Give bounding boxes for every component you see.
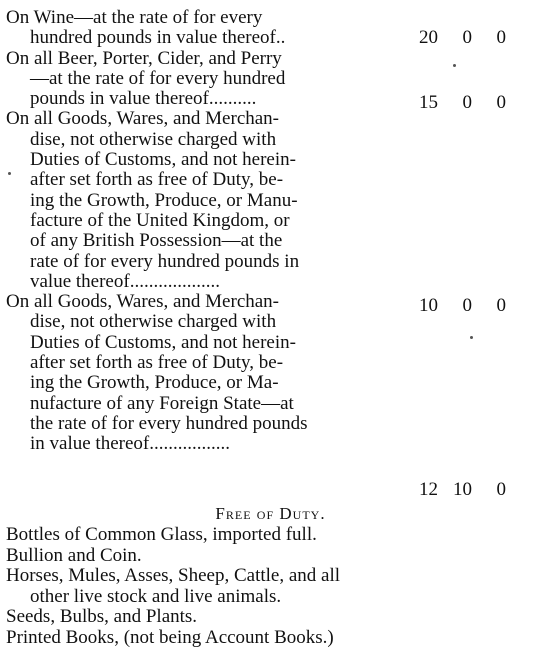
entry-line: On all Goods, Wares, and Merchan- (6, 291, 280, 313)
amount-pounds: 20 (419, 27, 438, 48)
free-item-line: Bottles of Common Glass, imported full. (6, 524, 317, 545)
duty-entry-wine (6, 8, 401, 49)
duty-entry-british-goods (6, 109, 401, 292)
duty-amount-beer (406, 93, 506, 113)
free-of-duty-list (6, 525, 516, 649)
entry-line: dise, not otherwise charged with (30, 128, 277, 150)
entry-line: the rate of for every hundred pounds (30, 412, 308, 434)
entry-line: pounds in value thereof.......... (30, 88, 257, 110)
entry-line: —at the rate of for every hundred (30, 67, 286, 89)
entry-line: ing the Growth, Produce, or Ma- (30, 372, 279, 394)
amount-shillings: 10 (453, 479, 472, 500)
entry-line: of any British Possession—at the (30, 230, 283, 252)
free-of-duty-heading: Free of Duty. (215, 504, 326, 523)
amount-pence: 0 (496, 295, 506, 316)
entry-line: dise, not otherwise charged with (30, 311, 277, 333)
free-item-line: other live stock and live animals. (30, 585, 282, 607)
free-item-bottles (6, 525, 516, 546)
duty-entry-foreign-goods (6, 292, 401, 454)
amount-shillings: 0 (462, 92, 472, 113)
free-item-bullion (6, 546, 516, 567)
free-item-line: Bullion and Coin. (6, 544, 142, 566)
entry-line: hundred pounds in value thereof.. (30, 27, 286, 49)
amount-pounds: 15 (419, 92, 438, 113)
duty-amount-foreign-goods (406, 480, 506, 500)
entry-line: after set forth as free of Duty, be- (30, 352, 284, 374)
entry-line: facture of the United Kingdom, or (30, 209, 290, 231)
entry-line: in value thereof................. (30, 433, 230, 455)
amount-pounds: 10 (419, 295, 438, 316)
entry-line: On all Beer, Porter, Cider, and Perry (6, 47, 282, 69)
free-item-seeds (6, 607, 516, 628)
print-speck (470, 336, 473, 339)
print-speck (8, 172, 11, 175)
entry-line: nufacture of any Foreign State—at (30, 392, 294, 414)
amount-pence: 0 (496, 92, 506, 113)
free-item-line: Horses, Mules, Asses, Sheep, Cattle, and all (6, 565, 341, 587)
free-item-livestock (6, 566, 516, 607)
entry-line: after set forth as free of Duty, be- (30, 169, 284, 191)
duty-entry-beer (6, 49, 401, 110)
free-item-line: Printed Books, (not being Account Books.) (6, 626, 334, 648)
entry-line: rate of for every hundred pounds in (30, 250, 300, 272)
amount-pence: 0 (496, 479, 506, 500)
entry-line: ing the Growth, Produce, or Manu- (30, 189, 298, 211)
print-speck (453, 64, 456, 67)
entry-line: Duties of Customs, and not herein- (30, 331, 296, 353)
duty-list (6, 8, 401, 455)
free-item-books (6, 628, 516, 649)
duty-amount-wine (406, 28, 506, 48)
entry-line: On Wine—at the rate of for every (6, 7, 263, 28)
entry-line: On all Goods, Wares, and Merchan- (6, 108, 280, 130)
entry-line: value thereof................... (30, 270, 220, 292)
amount-pence: 0 (496, 27, 506, 48)
duty-amount-british-goods (406, 296, 506, 316)
free-item-line: Seeds, Bulbs, and Plants. (6, 606, 198, 628)
amount-shillings: 0 (462, 295, 472, 316)
amount-shillings: 0 (462, 27, 472, 48)
entry-line: Duties of Customs, and not herein- (30, 149, 296, 171)
amount-pounds: 12 (419, 479, 438, 500)
